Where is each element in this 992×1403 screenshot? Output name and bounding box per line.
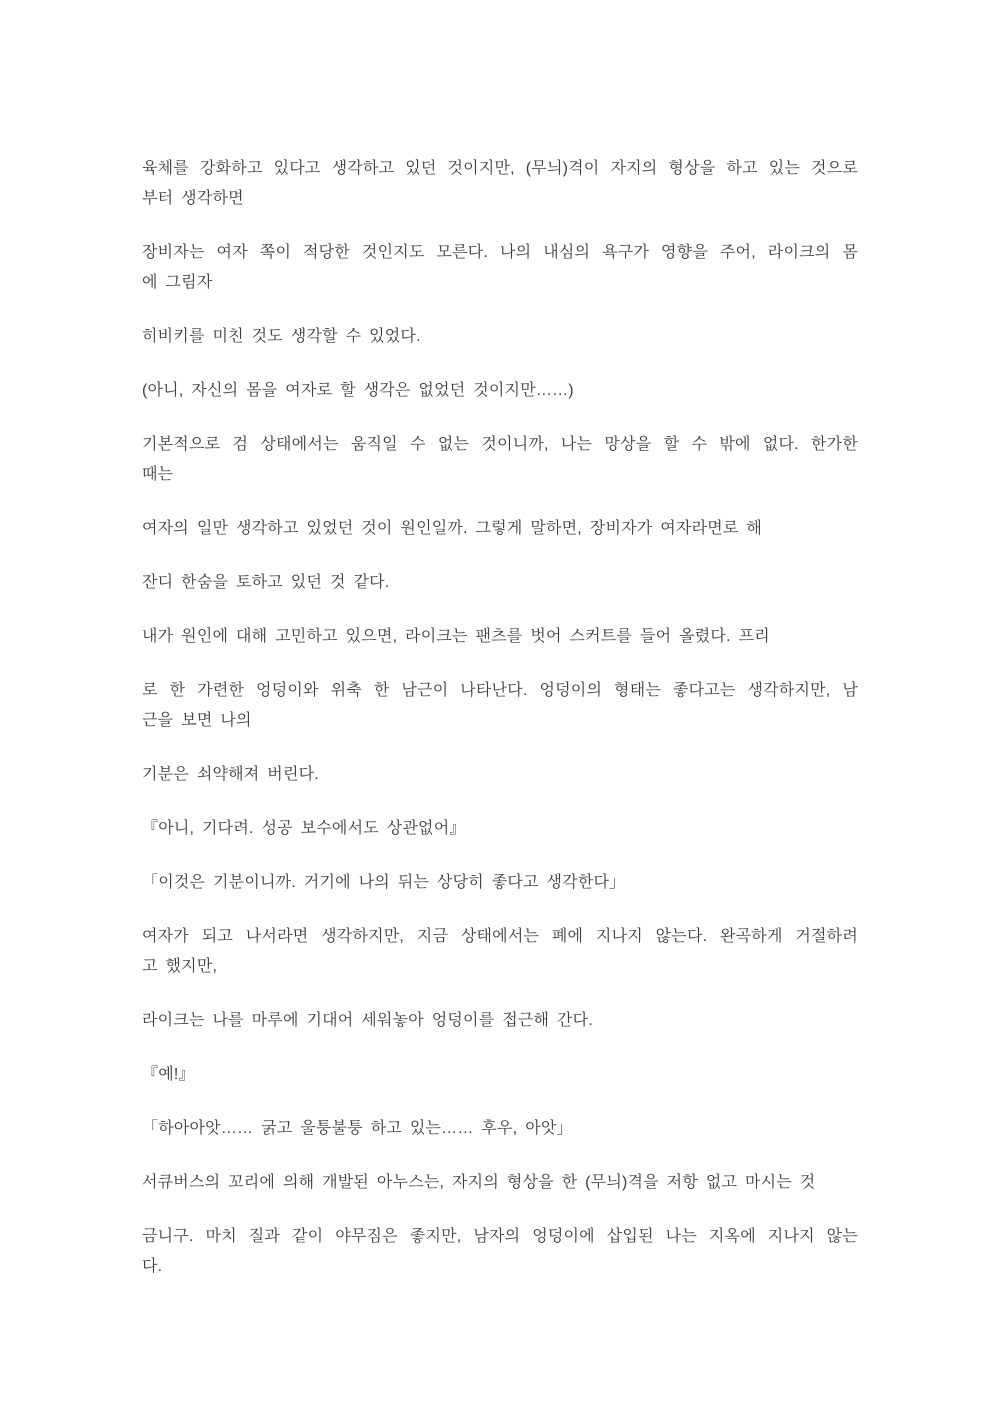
paragraph xyxy=(142,322,858,352)
paragraph-line: 라이크는 나를 마루에 기대어 세워놓아 엉덩이를 접근해 간다. xyxy=(142,1012,593,1029)
paragraph-line: 때는 xyxy=(142,466,174,483)
paragraph-line: 기분은 쇠약해져 버린다. xyxy=(142,766,319,783)
paragraph xyxy=(142,760,858,790)
paragraph-line: 기본적으로 검 상태에서는 움직일 수 없는 것이니까, 나는 망상을 할 수 밖에 없다. 한가한 xyxy=(142,436,858,453)
paragraph-line: 장비자는 여자 쪽이 적당한 것인지도 모른다. 나의 내심의 욕구가 영향을 주어, 라이크의 몸 xyxy=(142,244,858,261)
paragraph-line: 「하아아앗…… 굵고 울퉁불퉁 하고 있는…… 후우, 아앗」 xyxy=(142,1120,573,1137)
paragraph-line: 「이것은 기분이니까. 거기에 나의 뒤는 상당히 좋다고 생각한다」 xyxy=(142,874,626,891)
paragraph-line: 서큐버스의 꼬리에 의해 개발된 아누스는, 자지의 형상을 한 (무늬)격을 저항 없고 마시는 것 xyxy=(142,1174,816,1191)
paragraph xyxy=(142,568,858,598)
paragraph xyxy=(142,376,858,406)
paragraph-line: 잔디 한숨을 토하고 있던 것 같다. xyxy=(142,574,390,591)
paragraph xyxy=(142,1006,858,1036)
paragraph-line: 다. xyxy=(142,1258,163,1275)
paragraph-line: 『예!』 xyxy=(142,1066,195,1083)
paragraph-line: 금니구. 마치 질과 같이 야무짐은 좋지만, 남자의 엉덩이에 삽입된 나는 지옥에 지나지 않는 xyxy=(142,1228,858,1245)
paragraph-line: 고 했지만, xyxy=(142,958,218,975)
paragraph xyxy=(142,814,858,844)
paragraph-line: 육체를 강화하고 있다고 생각하고 있던 것이지만, (무늬)격이 자지의 형상을 하고 있는 것으로 xyxy=(142,160,858,177)
paragraph xyxy=(142,514,858,544)
paragraph-line: 부터 생각하면 xyxy=(142,190,244,207)
paragraph-line: 로 한 가련한 엉덩이와 위축 한 남근이 나타난다. 엉덩이의 형태는 좋다고는 생각하지만, 남 xyxy=(142,682,858,699)
paragraph xyxy=(142,1060,858,1090)
paragraph xyxy=(142,922,858,982)
paragraph xyxy=(142,676,858,736)
paragraph xyxy=(142,1168,858,1198)
paragraph xyxy=(142,154,858,214)
paragraph-line: 여자가 되고 나서라면 생각하지만, 지금 상태에서는 폐에 지나지 않는다. 완곡하게 거절하려 xyxy=(142,928,858,945)
paragraph-line: 『아니, 기다려. 성공 보수에서도 상관없어』 xyxy=(142,820,466,837)
paragraph-line: 내가 원인에 대해 고민하고 있으면, 라이크는 팬츠를 벗어 스커트를 들어 올렸다. 프리 xyxy=(142,628,770,645)
paragraph-line: 히비키를 미친 것도 생각할 수 있었다. xyxy=(142,328,421,345)
paragraph xyxy=(142,622,858,652)
paragraph xyxy=(142,238,858,298)
paragraph-line: (아니, 자신의 몸을 여자로 할 생각은 없었던 것이지만……) xyxy=(142,382,574,399)
paragraph-line: 여자의 일만 생각하고 있었던 것이 원인일까. 그렇게 말하면, 장비자가 여자라면로 해 xyxy=(142,520,763,537)
paragraph-line: 근을 보면 나의 xyxy=(142,712,252,729)
paragraph-line: 에 그림자 xyxy=(142,274,213,291)
paragraph xyxy=(142,868,858,898)
paragraph xyxy=(142,1222,858,1282)
paragraph xyxy=(142,1114,858,1144)
document-body xyxy=(142,154,858,1282)
paragraph xyxy=(142,430,858,490)
